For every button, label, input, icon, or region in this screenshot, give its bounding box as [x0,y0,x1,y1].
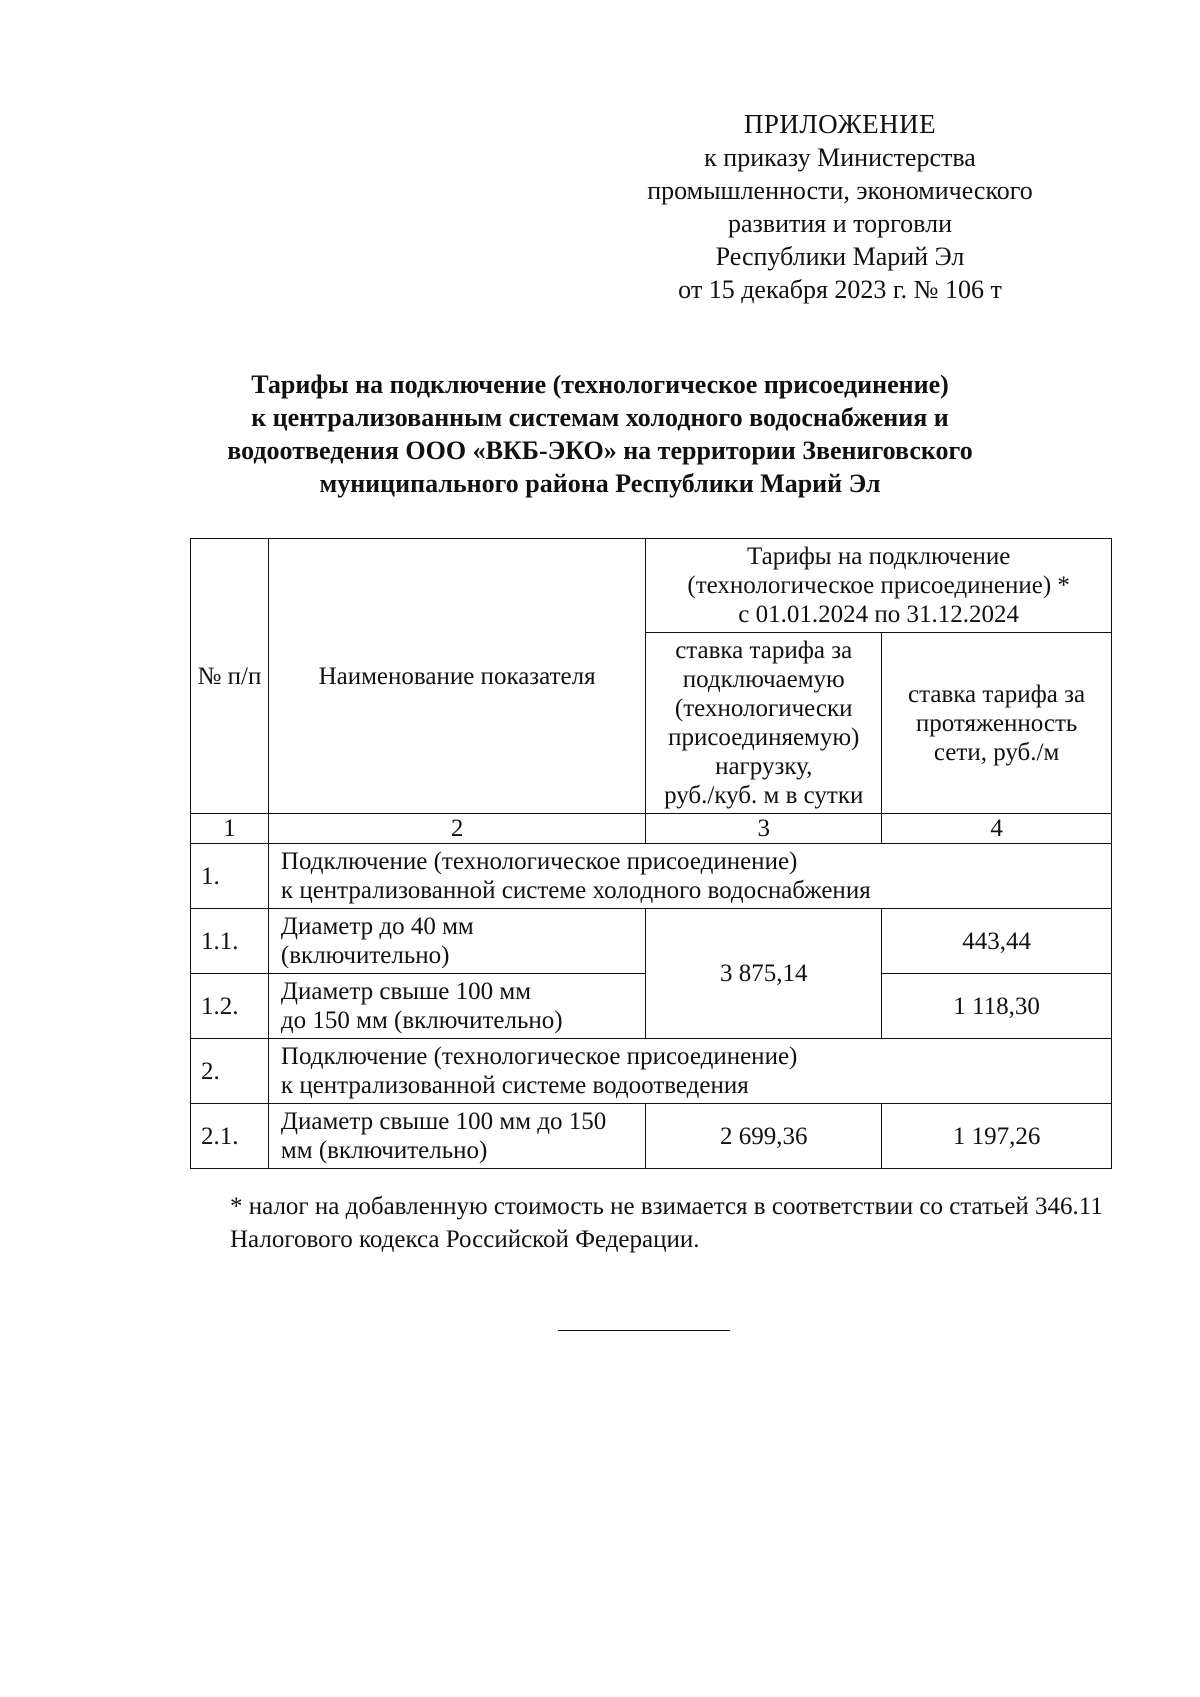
col-header-length-rate [882,633,1112,814]
title-line: к централизованным системам холодного водоснабжения и [251,403,949,432]
column-number: 2 [268,814,645,844]
appendix-line: от 15 декабря 2023 г. № 106 т [678,275,1002,304]
col-header-no-text: № п/п [197,662,262,690]
header-line: ставка тарифа за [908,680,1086,708]
row-name-line: до 150 мм (включительно) [280,1007,563,1034]
header-line: подключаемую [682,666,845,693]
row-name [268,909,645,974]
section-row [191,1039,1112,1104]
length-rate-cell: 443,44 [882,909,1112,974]
row-name-line: Диаметр свыше 100 мм до 150 [280,1108,607,1135]
col-header-name: Наименование показателя [268,539,645,814]
appendix-header [600,108,1080,306]
appendix-line: промышленности, экономического [647,176,1033,205]
group-header-tariffs [646,539,1112,633]
header-line: присоединяемую) [668,724,860,751]
header-line: протяженность [915,709,1078,737]
row-name-line: Диаметр до 40 мм [280,913,474,940]
header-line: ставка тарифа за [675,637,853,664]
row-number: 1.2. [191,974,269,1039]
column-number: 3 [646,814,882,844]
col-header-load-rate [646,633,882,814]
section-title [268,1039,1111,1104]
row-name [268,974,645,1039]
group-header-line: (технологическое присоединение) * [687,572,1070,599]
row-name-line: Диаметр свыше 100 мм [280,978,532,1005]
section-row [191,844,1112,909]
closing-rule [558,1330,730,1331]
header-row [191,539,1112,633]
row-number: 1. [191,844,269,909]
footnote-line: * налог на добавленную стоимость не взимается в соответствии со статьей 346.11 [230,1193,1103,1220]
title-line: муниципального района Республики Марий Эл [319,469,881,498]
column-number: 1 [191,814,269,844]
document-title [180,368,1020,500]
group-header-line: Тарифы на подключение [746,543,1011,570]
col-header-no [191,539,269,814]
group-header-line: с 01.01.2024 по 31.12.2024 [738,601,1019,628]
header-line: нагрузку, [715,753,813,780]
appendix-line: к приказу Министерства [704,143,976,172]
length-rate-cell: 1 118,30 [882,974,1112,1039]
tariff-table [190,538,1112,1169]
section-line: к централизованной системе водоотведения [280,1072,749,1099]
table-row [191,1104,1112,1169]
load-rate-cell: 3 875,14 [646,909,882,1039]
appendix-line: развития и торговли [727,209,952,238]
column-number-row [191,814,1112,844]
table-row [191,909,1112,974]
header-line: руб./куб. м в сутки [664,782,864,809]
length-rate-cell: 1 197,26 [882,1104,1112,1169]
section-line: к централизованной системе холодного водоснабжения [280,877,871,904]
header-line: (технологически [674,695,853,722]
appendix-line: Республики Марий Эл [715,242,965,271]
section-line: Подключение (технологическое присоединение) [280,848,798,875]
row-name-line: (включительно) [280,942,450,969]
header-line: сети, руб./м [933,738,1060,766]
column-number: 4 [882,814,1112,844]
title-line: водоотведения ООО «ВКБ-ЭКО» на территории Звениговского [227,436,973,465]
row-name [268,1104,645,1169]
title-line: Тарифы на подключение (технологическое присоединение) [251,370,949,399]
row-number: 2. [191,1039,269,1104]
section-title [268,844,1111,909]
footnote [230,1190,1130,1256]
row-name-line: мм (включительно) [280,1137,488,1164]
appendix-heading: ПРИЛОЖЕНИЕ [743,109,937,139]
load-rate-cell: 2 699,36 [646,1104,882,1169]
row-number: 1.1. [191,909,269,974]
row-number: 2.1. [191,1104,269,1169]
section-line: Подключение (технологическое присоединение) [280,1043,798,1070]
footnote-line: Налогового кодекса Российской Федерации. [230,1226,700,1253]
